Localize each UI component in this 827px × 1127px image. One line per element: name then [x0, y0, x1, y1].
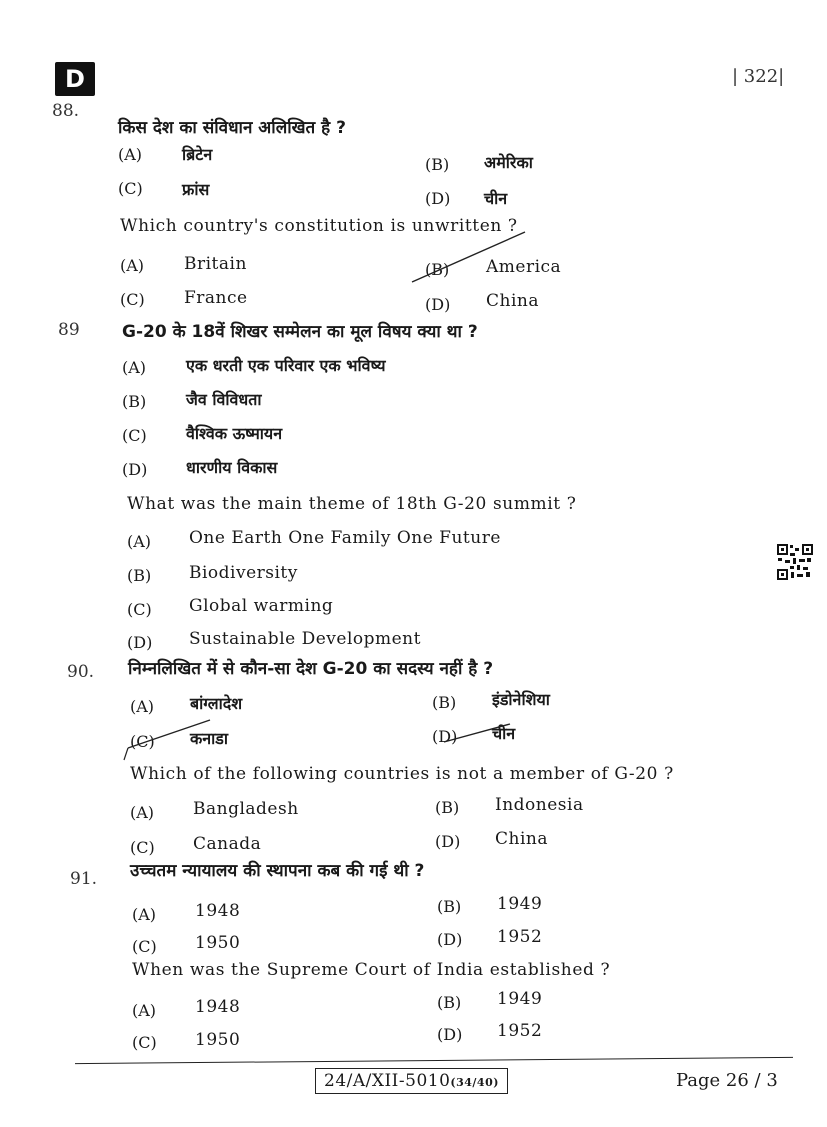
option-label: (D) [425, 189, 451, 208]
paper-code [315, 1068, 508, 1094]
question-text-hindi: G-20 के 18वें शिखर सम्मेलन का मूल विषय क्या था ? [122, 322, 478, 342]
option-label: (C) [127, 600, 152, 619]
option-label: (A) [130, 697, 155, 716]
qr-code-icon [776, 543, 814, 581]
option-text-hindi: धारणीय विकास [186, 458, 278, 477]
option-text-english: 1952 [497, 1021, 543, 1041]
sheet-ref: (34/40) [450, 1076, 499, 1089]
option-label: (B) [432, 693, 457, 712]
strike-mark [412, 232, 525, 282]
question-number: 89 [58, 320, 80, 340]
option-text-english: America [486, 257, 562, 277]
question-number: 88. [52, 101, 80, 121]
option-label: (C) [130, 732, 155, 751]
option-text-hindi: एक धरती एक परिवार एक भविष्य [186, 356, 386, 375]
option-text-hindi: 1948 [195, 901, 241, 921]
option-text-english: France [184, 288, 248, 308]
option-label: (A) [120, 256, 145, 275]
option-text-english: Canada [193, 834, 262, 854]
option-label: (A) [132, 1001, 157, 1020]
question-text-hindi: किस देश का संविधान अलिखित है ? [118, 118, 346, 138]
option-text-english: Bangladesh [193, 799, 299, 819]
option-label: (A) [130, 803, 155, 822]
option-text-english: Indonesia [495, 795, 584, 815]
page-stamp: | 322| [732, 66, 785, 87]
option-text-english: China [495, 829, 548, 849]
option-text-hindi: 1952 [497, 927, 543, 947]
option-label: (C) [120, 290, 145, 309]
strike-mark [444, 724, 510, 742]
question-number: 91. [70, 869, 98, 889]
option-text-hindi: अमेरिका [484, 153, 533, 172]
option-label: (A) [118, 145, 143, 164]
option-label: (A) [127, 532, 152, 551]
option-text-hindi: 1950 [195, 933, 241, 953]
option-label: (A) [122, 358, 147, 377]
question-text-english: Which country's constitution is unwritten ? [120, 216, 518, 236]
option-label: (D) [437, 930, 463, 949]
option-text-hindi: फ्रांस [182, 180, 210, 199]
option-label: (C) [132, 1033, 157, 1052]
paper-code-text: 24/A/XII-5010 [324, 1071, 451, 1091]
option-text-hindi: कनाडा [190, 729, 229, 748]
option-text-english: 1949 [497, 989, 543, 1009]
option-label: (D) [425, 295, 451, 314]
series-badge: D [55, 62, 95, 96]
option-label: (D) [432, 727, 458, 746]
option-text-hindi: चीन [492, 724, 516, 743]
option-label: (C) [132, 937, 157, 956]
option-text-hindi: इंडोनेशिया [492, 690, 550, 709]
option-text-english: Global warming [189, 596, 334, 616]
strike-mark [128, 720, 210, 748]
option-text-english: China [486, 291, 539, 311]
option-text-hindi: जैव विविधता [186, 390, 262, 409]
option-label: (C) [122, 426, 147, 445]
option-label: (B) [425, 155, 450, 174]
option-text-english: Biodiversity [189, 563, 298, 583]
question-text-hindi: उच्चतम न्यायालय की स्थापना कब की गई थी ? [130, 861, 425, 881]
option-text-english: Sustainable Development [189, 629, 421, 649]
option-text-english: 1950 [195, 1030, 241, 1050]
option-label: (B) [437, 897, 462, 916]
strike-mark [124, 748, 128, 760]
option-text-hindi: वैश्विक ऊष्मायन [186, 424, 283, 443]
page-number: Page 26 / 3 [676, 1070, 778, 1091]
option-label: (D) [127, 633, 153, 652]
option-label: (D) [435, 832, 461, 851]
option-label: (B) [122, 392, 147, 411]
option-label: (D) [437, 1025, 463, 1044]
option-text-hindi: 1949 [497, 894, 543, 914]
option-text-hindi: ब्रिटेन [182, 145, 213, 164]
question-text-english: When was the Supreme Court of India established ? [132, 960, 611, 980]
option-label: (A) [132, 905, 157, 924]
option-text-hindi: चीन [484, 189, 508, 208]
option-label: (B) [127, 566, 152, 585]
option-text-hindi: बांग्लादेश [190, 694, 243, 713]
option-label: (B) [435, 798, 460, 817]
option-text-english: One Earth One Family One Future [189, 528, 501, 548]
question-number: 90. [67, 662, 95, 682]
question-text-hindi: निम्नलिखित में से कौन-सा देश G-20 का सदस्य नहीं है ? [128, 659, 494, 679]
option-label: (B) [425, 260, 450, 279]
option-label: (C) [118, 179, 143, 198]
question-text-english: Which of the following countries is not a member of G-20 ? [130, 764, 674, 784]
option-label: (B) [437, 993, 462, 1012]
option-label: (D) [122, 460, 148, 479]
option-text-english: 1948 [195, 997, 241, 1017]
question-text-english: What was the main theme of 18th G-20 summit ? [127, 494, 577, 514]
option-text-english: Britain [184, 254, 247, 274]
option-label: (C) [130, 838, 155, 857]
